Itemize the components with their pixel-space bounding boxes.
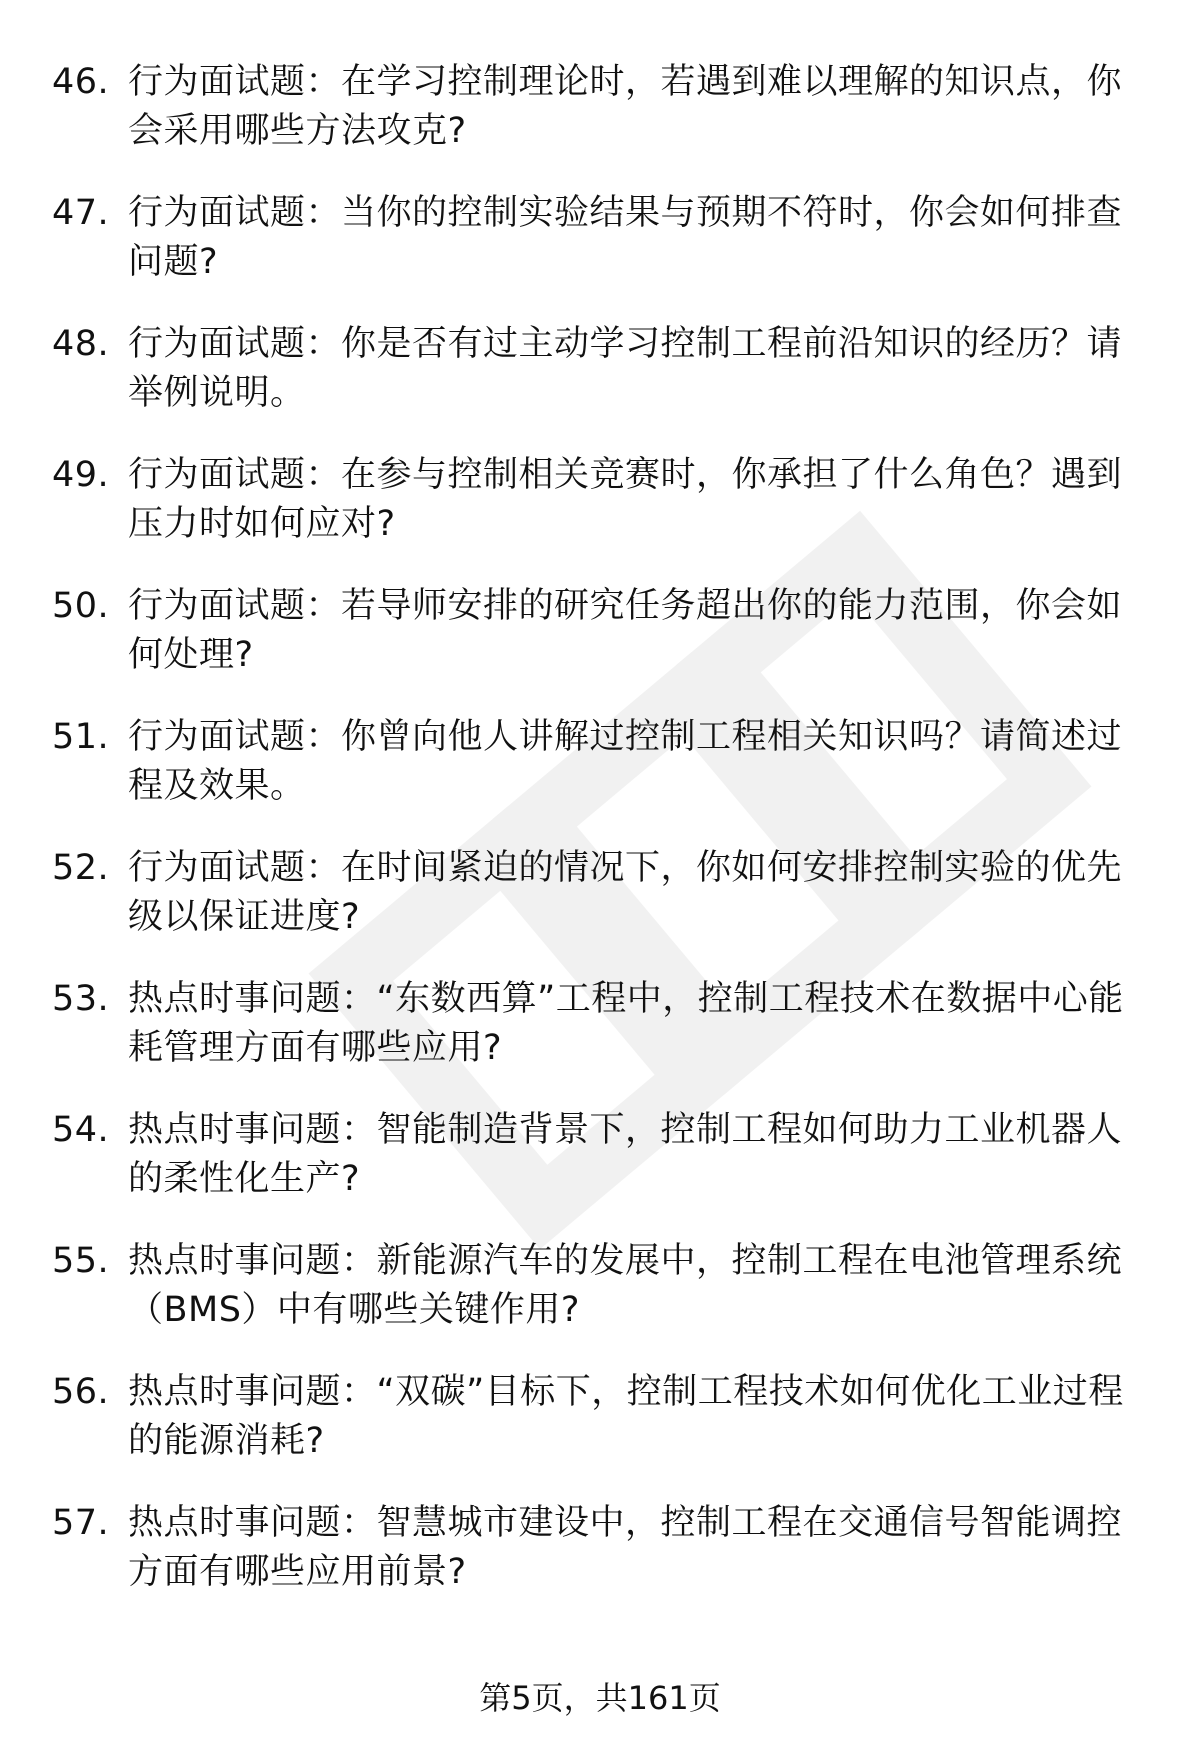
question-number: 51. — [52, 717, 110, 757]
question-text: 行为面试题：你曾向他人讲解过控制工程相关知识吗？请简述过程及效果。 — [128, 717, 1123, 806]
question-text: 行为面试题：在学习控制理论时，若遇到难以理解的知识点，你会采用哪些方法攻克? — [128, 62, 1123, 151]
question-text: 热点时事问题：新能源汽车的发展中，控制工程在电池管理系统（BMS）中有哪些关键作用? — [128, 1241, 1123, 1330]
question-number: 46. — [52, 62, 110, 102]
question-text: 行为面试题：在时间紧迫的情况下，你如何安排控制实验的优先级以保证进度? — [128, 848, 1123, 937]
question-item — [52, 1237, 1142, 1335]
question-item — [52, 975, 1142, 1073]
question-item — [52, 320, 1142, 418]
question-text: 热点时事问题：“东数西算”工程中，控制工程技术在数据中心能耗管理方面有哪些应用? — [128, 979, 1124, 1068]
question-item — [52, 844, 1142, 942]
question-text: 行为面试题：当你的控制实验结果与预期不符时，你会如何排查问题? — [128, 193, 1123, 282]
question-number: 50. — [52, 586, 110, 626]
page-footer: 第5页，共161页 — [479, 1679, 721, 1717]
question-text: 行为面试题：若导师安排的研究任务超出你的能力范围，你会如何处理? — [128, 586, 1123, 675]
question-text: 行为面试题：你是否有过主动学习控制工程前沿知识的经历？请举例说明。 — [128, 324, 1123, 413]
question-number: 53. — [52, 979, 110, 1019]
question-number: 56. — [52, 1372, 110, 1412]
question-text: 热点时事问题：智能制造背景下，控制工程如何助力工业机器人的柔性化生产? — [128, 1110, 1123, 1199]
question-text: 热点时事问题：智慧城市建设中，控制工程在交通信号智能调控方面有哪些应用前景? — [128, 1503, 1123, 1592]
question-item — [52, 1499, 1142, 1597]
question-number: 52. — [52, 848, 110, 888]
question-item — [52, 1106, 1142, 1204]
question-item — [52, 582, 1142, 680]
question-item — [52, 1368, 1142, 1466]
question-item — [52, 189, 1142, 287]
question-number: 47. — [52, 193, 110, 233]
question-item — [52, 58, 1142, 156]
question-number: 55. — [52, 1241, 110, 1281]
question-text: 行为面试题：在参与控制相关竞赛时，你承担了什么角色？遇到压力时如何应对? — [128, 455, 1123, 544]
question-item — [52, 451, 1142, 549]
question-number: 54. — [52, 1110, 110, 1150]
question-number: 48. — [52, 324, 110, 364]
question-number: 49. — [52, 455, 110, 495]
question-text: 热点时事问题：“双碳”目标下，控制工程技术如何优化工业过程的能源消耗? — [128, 1372, 1124, 1461]
question-item — [52, 713, 1142, 811]
question-list — [52, 58, 1142, 1630]
question-number: 57. — [52, 1503, 110, 1543]
